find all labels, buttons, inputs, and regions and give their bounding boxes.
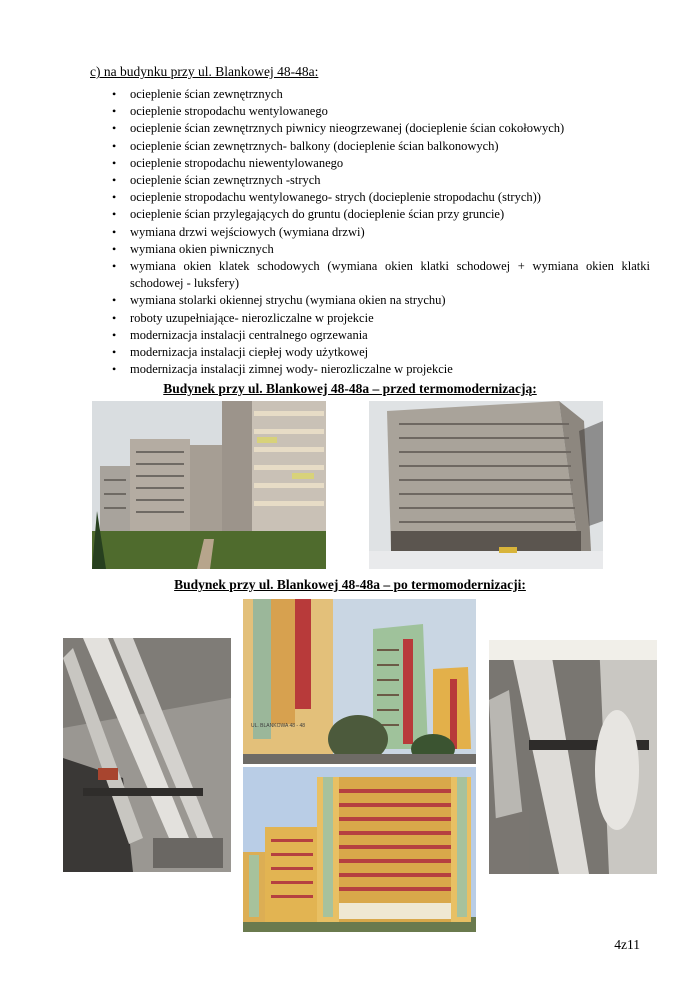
photo-after-pipes-left [63,638,231,872]
bullet-icon: • [112,327,117,342]
list-item [90,258,650,292]
list-item-text: ocieplenie ścian zewnętrznych [130,87,283,101]
list-item [90,344,650,361]
list-item-text: ocieplenie stropodachu wentylowanego- strych (docieplenie stropodachu (strych)) [130,190,541,205]
photo-after-block [243,767,476,932]
list-item-text: wymiana okien klatek schodowych (wymiana okien klatki schodowej + wymiana okien klatki schodowej - luksfery) [130,259,650,291]
list-item-text: roboty uzupełniające- nierozliczalne w projekcie [130,310,374,325]
list-item [90,310,650,327]
photo-after-facade-sign [243,599,476,764]
list-item [90,327,650,344]
list-item [90,120,650,137]
bullet-icon: • [112,207,117,222]
photo-before-perspective [92,401,326,569]
list-item-text: wymiana stolarki okiennej strychu (wymiana okien na strychu) [130,293,446,308]
list-item-text: ocieplenie ścian przylegających do gruntu (docieplenie ścian przy gruncie) [130,207,505,222]
bullet-icon: • [112,293,117,308]
list-item [90,189,650,206]
bullet-icon: • [112,259,117,274]
list-item [90,172,650,189]
bullet-icon: • [112,121,117,136]
list-item-text: ocieplenie ścian zewnętrznych -strych [130,173,321,188]
bullet-icon: • [112,345,117,360]
list-item [90,103,650,120]
bullet-icon: • [112,104,117,119]
list-item [90,361,650,378]
bullet-icon: • [112,155,117,170]
bullet-icon: • [112,190,117,205]
list-item-text: ocieplenie stropodachu wentylowanego [130,104,328,119]
section-intro: c) na budynku przy ul. Blankowej 48-48a: [90,64,319,79]
list-item [90,241,650,258]
bullet-icon: • [112,173,117,188]
photo-before-tower [369,401,603,569]
caption-after: Budynek przy ul. Blankowej 48-48a – po termomodernizacji: [174,577,526,592]
list-item-text: wymiana drzwi wejściowych (wymiana drzwi) [130,224,365,239]
photo-after-pipes-right [489,640,657,874]
bullet-icon: • [112,138,117,153]
list-item [90,155,650,172]
list-item-text: modernizacja instalacji zimnej wody- nierozliczalne w projekcie [130,362,453,377]
list-item-text: wymiana okien piwnicznych [130,241,274,256]
bullet-icon: • [112,87,117,101]
bullet-icon: • [112,224,117,239]
list-item [90,86,650,103]
list-item-text: modernizacja instalacji ciepłej wody użytkowej [130,345,369,360]
bullet-icon: • [112,310,117,325]
caption-before: Budynek przy ul. Blankowej 48-48a – przed termomodernizacją: [163,381,537,396]
work-items-list [90,86,650,378]
list-item [90,292,650,309]
bullet-icon: • [112,241,117,256]
list-item-text: ocieplenie stropodachu niewentylowanego [130,155,344,170]
list-item-text: ocieplenie ścian zewnętrznych piwnicy nieogrzewanej (docieplenie ścian cokołowych) [130,121,565,136]
bullet-icon: • [112,362,117,377]
list-item [90,224,650,241]
list-item [90,138,650,155]
building-sign: UL. BLANKOWA 48 - 48 [251,723,306,729]
list-item-text: modernizacja instalacji centralnego ogrzewania [130,327,368,342]
list-item-text: ocieplenie ścian zewnętrznych- balkony (docieplenie ścian balkonowych) [130,138,499,153]
list-item [90,206,650,223]
page-number: 4z11 [614,937,640,952]
